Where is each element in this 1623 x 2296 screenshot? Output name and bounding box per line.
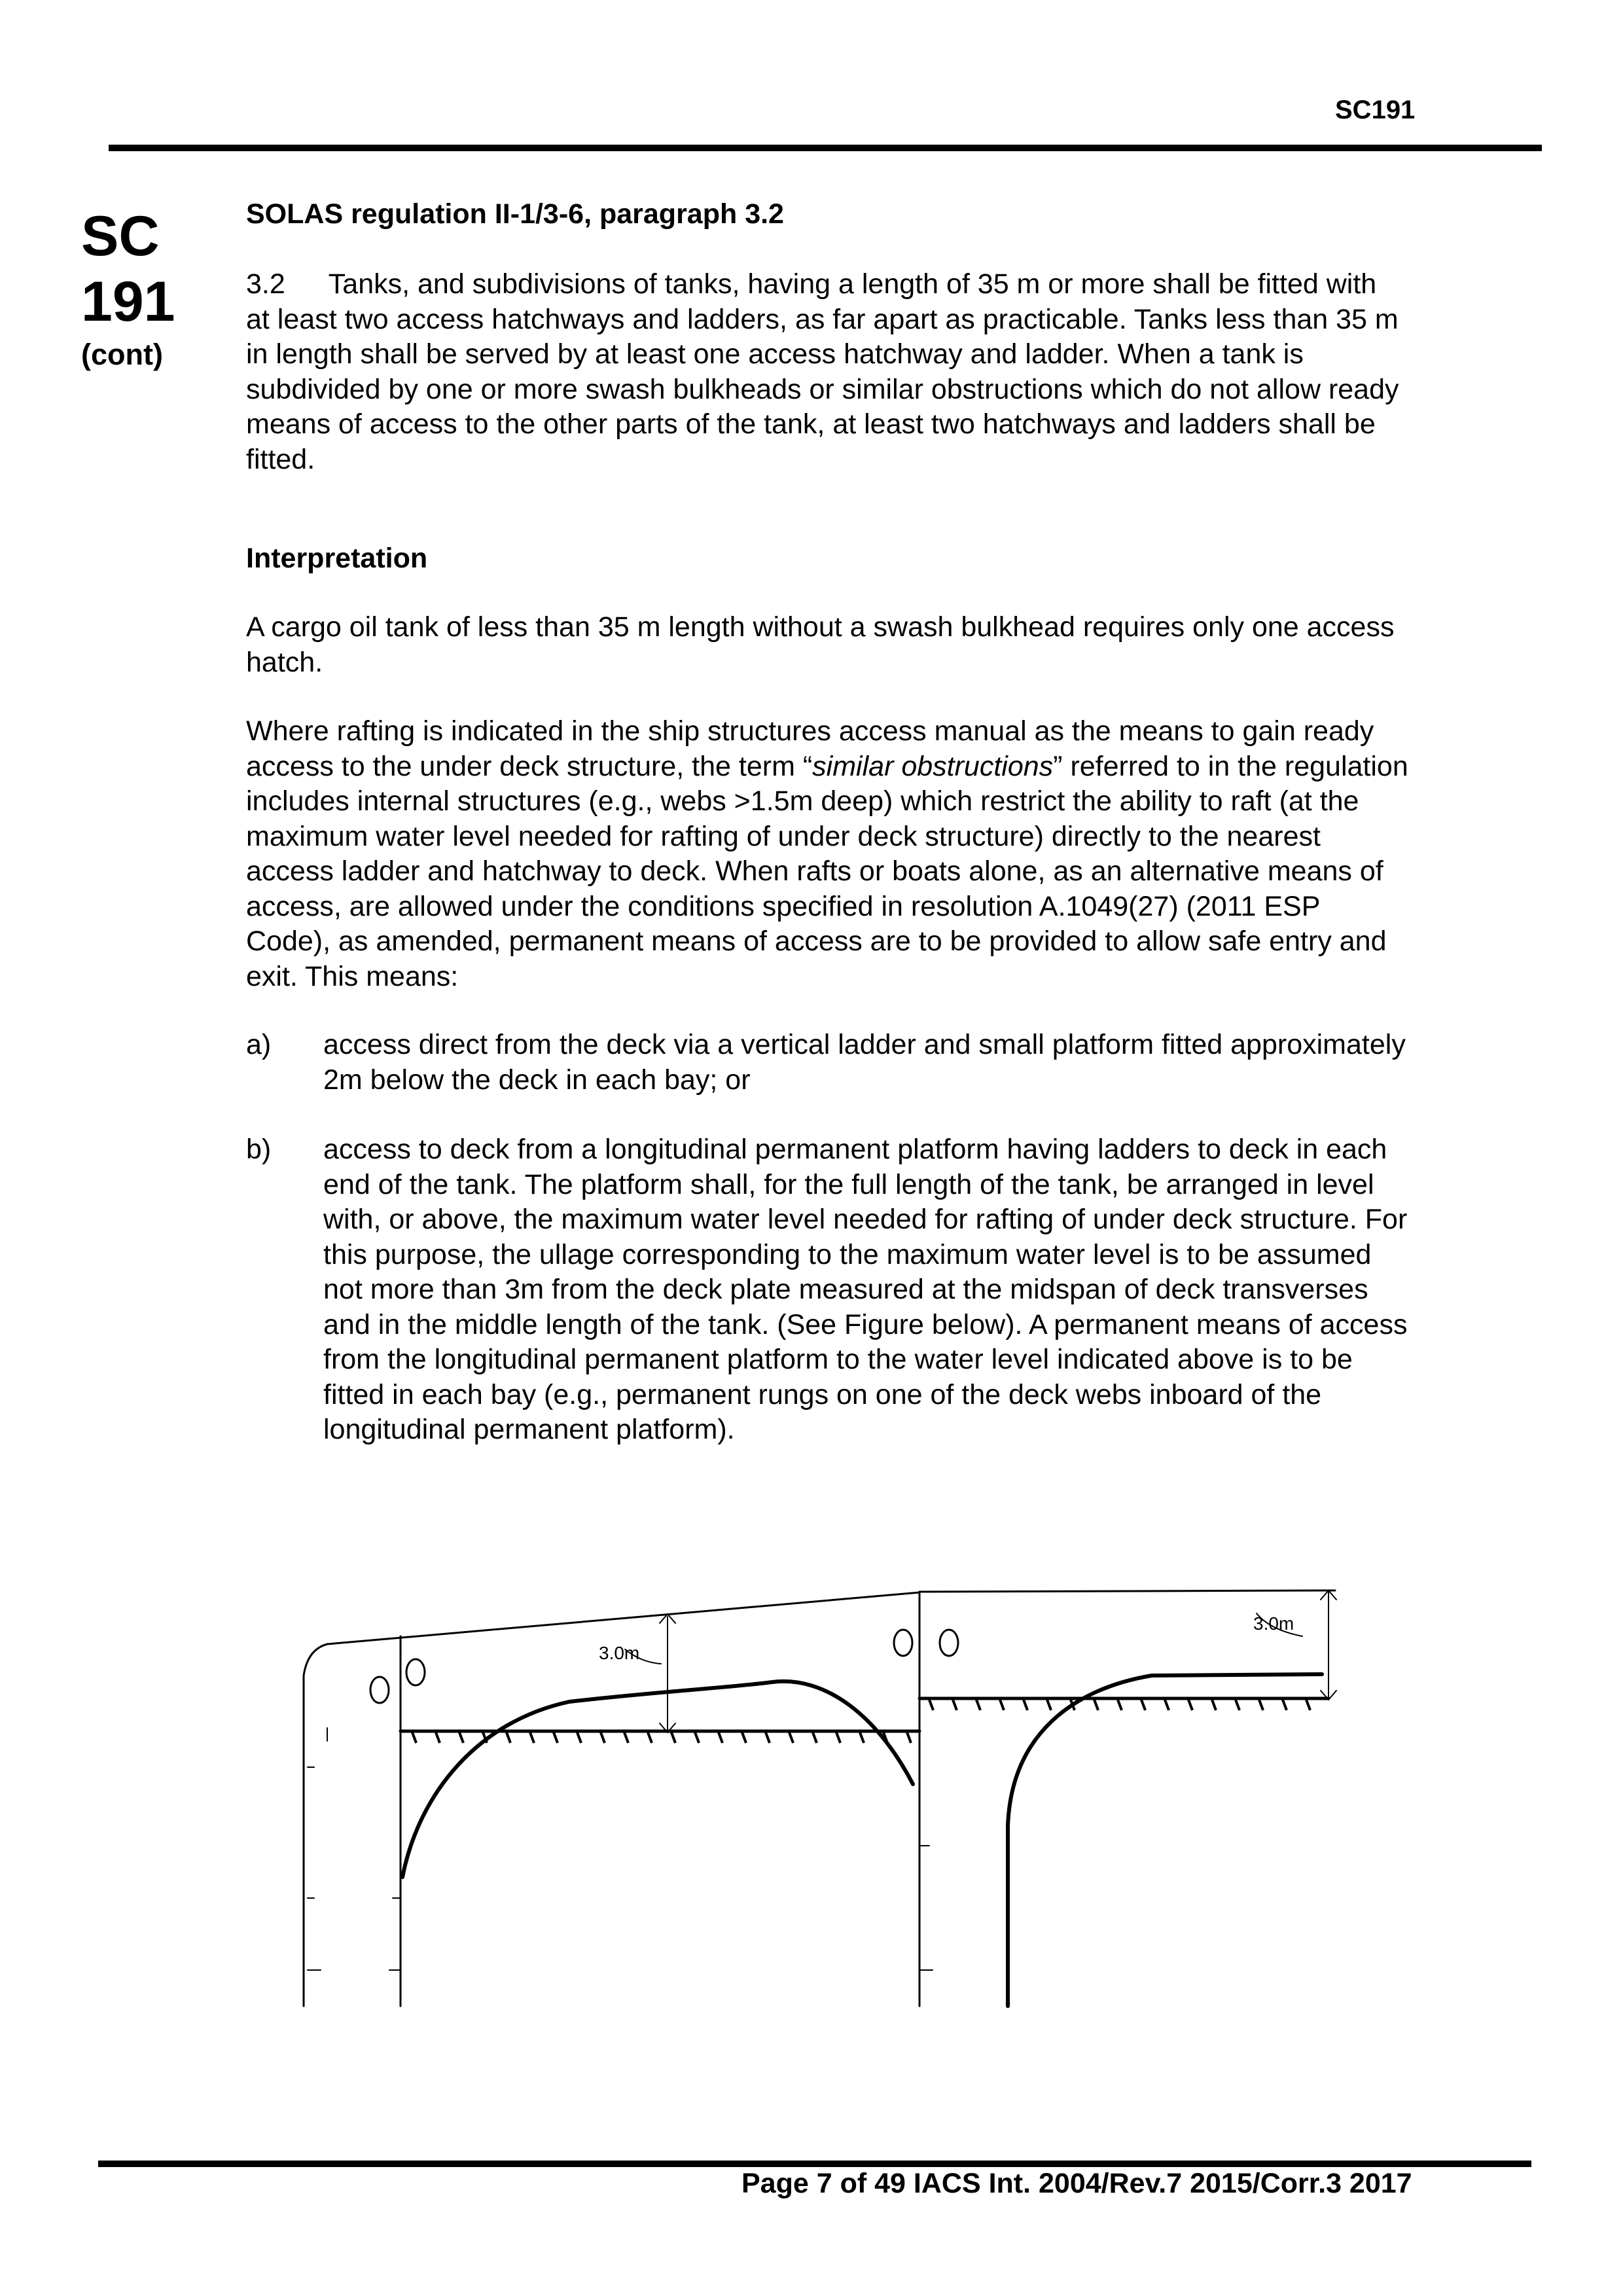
item-line: this purpose, the ullage corresponding to the maximum water level is to be assumed (323, 1238, 1372, 1270)
deck-tick (976, 1700, 980, 1710)
para-line: access ladder and hatchway to deck. When rafts or boats alone, as an alternative means of (246, 855, 1383, 887)
deck-corner (304, 1644, 327, 2006)
label-right-3m: 3.0m (1253, 1613, 1294, 1634)
para-line-part: ” referred to in the regulation (1053, 750, 1408, 782)
para-line: includes internal structures (e.g., webs >1.5m deep) which restrict the ability to raft (at the (246, 785, 1359, 817)
deck-tick (577, 1732, 581, 1743)
interpretation-para-1 (246, 610, 1548, 680)
item-line: with, or above, the maximum water level needed for rafting of under deck structure. For (323, 1204, 1408, 1235)
deck-tick (436, 1732, 440, 1743)
deck-tick (1283, 1700, 1287, 1710)
deck-tick (695, 1732, 699, 1743)
regulation-line: Tanks, and subdivisions of tanks, having a length of 35 m or more shall be fitted with (328, 268, 1377, 300)
deck-line-left (327, 1592, 919, 1644)
manhole-left-2 (406, 1659, 425, 1685)
deck-tick (1165, 1700, 1169, 1710)
deck-tick (1047, 1700, 1051, 1710)
deck-tick (836, 1732, 840, 1743)
web-curve-left-outer (402, 1681, 913, 1877)
deck-tick (530, 1732, 534, 1743)
deck-tick (742, 1732, 746, 1743)
manhole-left (370, 1677, 389, 1703)
item-a-text (323, 1028, 1554, 1098)
sidebar-sc: SC (81, 205, 160, 268)
deck-tick (507, 1732, 510, 1743)
regulation-text (246, 267, 1548, 477)
deck-tick (554, 1732, 558, 1743)
deck-tick (1118, 1700, 1122, 1710)
para-line: hatch. (246, 646, 323, 678)
deck-tick (929, 1700, 933, 1710)
regulation-line: fitted. (246, 443, 315, 475)
item-a-label: a) (246, 1029, 272, 1060)
deck-tick (459, 1732, 463, 1743)
sidebar-number: 191 (81, 270, 175, 333)
para-line: maximum water level needed for rafting of under deck structure) directly to the nearest (246, 820, 1321, 852)
item-line: end of the tank. The platform shall, for the full length of the tank, be arranged in level (323, 1168, 1374, 1200)
tank-section-figure (288, 1571, 1348, 2029)
para-line: A cargo oil tank of less than 35 m length without a swash bulkhead requires only one access (246, 611, 1395, 643)
item-line: fitted in each bay (e.g., permanent rungs on one of the deck webs inboard of the (323, 1378, 1322, 1410)
manhole-right-1 (894, 1630, 912, 1656)
deck-tick (1212, 1700, 1216, 1710)
ticks-right (929, 1700, 1310, 1710)
document-code: SC191 (1335, 96, 1416, 124)
deck-tick (1024, 1700, 1027, 1710)
item-line: not more than 3m from the deck plate measured at the midspan of deck transverses (323, 1274, 1368, 1305)
interpretation-title: Interpretation (246, 543, 428, 574)
item-line: access to deck from a longitudinal permanent platform having ladders to deck in each (323, 1134, 1387, 1165)
deck-tick (671, 1732, 675, 1743)
deck-tick (1236, 1700, 1240, 1710)
deck-tick (412, 1732, 416, 1743)
regulation-line: at least two access hatchways and ladders, as far apart as practicable. Tanks less than 35 m (246, 303, 1399, 335)
deck-tick (953, 1700, 957, 1710)
item-line: access direct from the deck via a vertical ladder and small platform fitted approximately (323, 1029, 1406, 1060)
label-left-3m: 3.0m (599, 1643, 640, 1663)
item-b-text (323, 1132, 1554, 1448)
para-line: Where rafting is indicated in the ship structures access manual as the means to gain ready (246, 715, 1374, 747)
deck-tick (789, 1732, 793, 1743)
item-line: from the longitudinal permanent platform to the water level indicated above is to be (323, 1344, 1353, 1375)
para-line: access, are allowed under the conditions specified in resolution A.1049(27) (2011 ESP (246, 890, 1321, 922)
regulation-line: in length shall be served by at least one access hatchway and ladder. When a tank is (246, 338, 1304, 370)
header-rule (109, 145, 1542, 151)
deck-tick (1306, 1700, 1310, 1710)
deck-tick (907, 1732, 911, 1743)
para-line: exit. This means: (246, 960, 459, 992)
deck-tick (1188, 1700, 1192, 1710)
interpretation-para-2 (246, 714, 1548, 994)
regulation-line: means of access to the other parts of the tank, at least two hatchways and ladders shall be (246, 408, 1376, 440)
item-line: and in the middle length of the tank. (See Figure below). A permanent means of access (323, 1308, 1408, 1340)
deck-tick (719, 1732, 722, 1743)
page-footer: Page 7 of 49 IACS Int. 2004/Rev.7 2015/Corr.3 2017 (741, 2168, 1412, 2199)
deck-tick (813, 1732, 817, 1743)
deck-line-right (919, 1590, 1335, 1592)
web-curve-right (1008, 1674, 1322, 2006)
deck-tick (1000, 1700, 1004, 1710)
para-line-part: access to the under deck structure, the term “ (246, 750, 813, 782)
item-b-label: b) (246, 1134, 272, 1165)
italic-term: similar obstructions (812, 750, 1054, 782)
deck-tick (860, 1732, 864, 1743)
item-line: longitudinal permanent platform). (323, 1414, 735, 1445)
deck-tick (1094, 1700, 1098, 1710)
regulation-line: subdivided by one or more swash bulkheads or similar obstructions which do not allow ready (246, 373, 1399, 405)
regulation-title: SOLAS regulation II-1/3-6, paragraph 3.2 (246, 198, 784, 230)
item-line: 2m below the deck in each bay; or (323, 1064, 751, 1096)
deck-tick (624, 1732, 628, 1743)
deck-tick (1141, 1700, 1145, 1710)
sidebar-cont: (cont) (81, 338, 163, 371)
deck-tick (648, 1732, 652, 1743)
regulation-number: 3.2 (246, 268, 285, 300)
manhole-right-2 (940, 1630, 958, 1656)
deck-tick (1259, 1700, 1263, 1710)
para-line: Code), as amended, permanent means of access are to be provided to allow safe entry and (246, 925, 1387, 957)
footer-rule (98, 2161, 1531, 2167)
deck-tick (1071, 1700, 1075, 1710)
deck-tick (766, 1732, 770, 1743)
deck-tick (601, 1732, 605, 1743)
